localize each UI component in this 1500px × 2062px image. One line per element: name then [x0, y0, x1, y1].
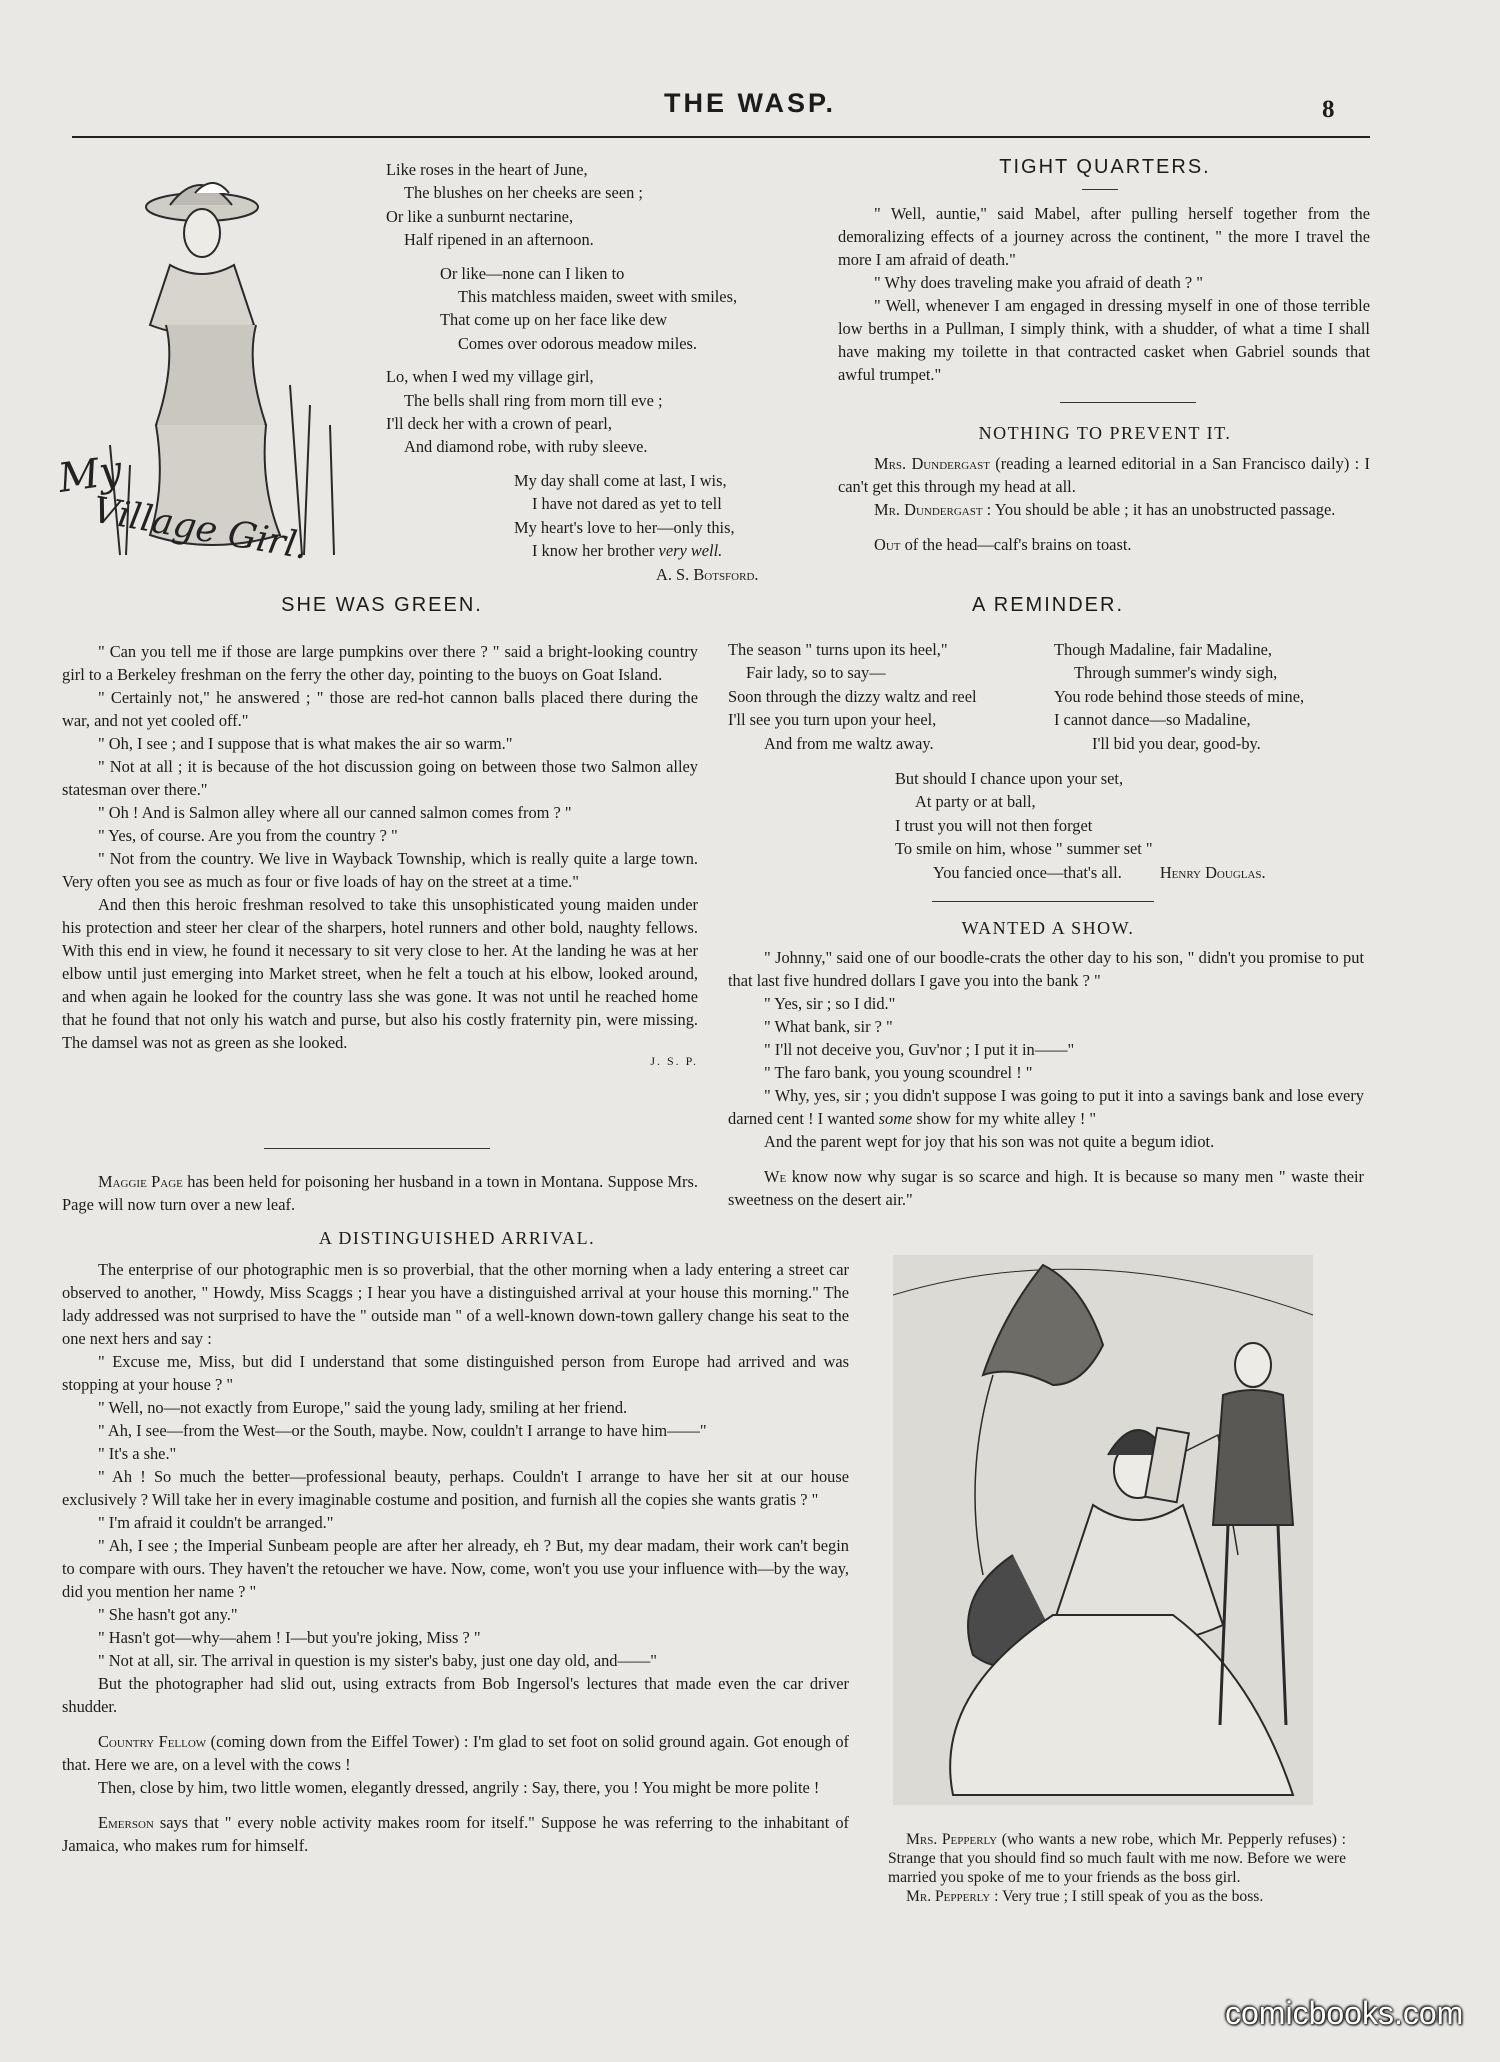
heading-nothing-to-prevent: NOTHING TO PREVENT IT.	[978, 423, 1232, 443]
heading-tight-quarters: TIGHT QUARTERS.	[999, 156, 1211, 178]
poem-line: The blushes on her cheeks are seen ;	[404, 183, 643, 203]
poem-line: Or like a sunburnt nectarine,	[386, 206, 574, 226]
speaker: Mr. Dundergast	[874, 500, 983, 519]
poem-line: The bells shall ring from morn till eve ;	[404, 390, 663, 410]
paragraph: Then, close by him, two little women, elegantly dressed, angrily : Say, there, you ! You might be more polite !	[98, 1778, 820, 1797]
paragraph: " Not from the country. We live in Wayback Township, which is really quite a large town. Very often you see as much as four or five loads of hay on the street at a time."	[62, 849, 698, 891]
village-girl-drawing	[55, 145, 370, 568]
poem-line: Though Madaline, fair Madaline,	[1054, 640, 1273, 659]
paragraph: " The faro bank, you young scoundrel ! "	[764, 1063, 1033, 1082]
heading-she-was-green: SHE WAS GREEN.	[281, 594, 483, 616]
poem-line: My heart's love to her—only this,	[514, 517, 735, 537]
paragraph: " Oh, I see ; and I suppose that is what makes the air so warm."	[98, 734, 513, 753]
article-wanted-a-show	[728, 946, 1364, 1211]
article-she-was-green	[62, 640, 698, 1073]
paragraph: " Ah ! So much the better—professional beauty, perhaps. Couldn't I arrange to have her sit at our house exclusively ? Will take her in every imaginable costume and position, and furnish all the copies she wants gratis ? "	[62, 1467, 849, 1509]
poem-line: This matchless maiden, sweet with smiles,	[458, 287, 738, 307]
item-maggie-page	[62, 1170, 698, 1216]
article-nothing-to-prevent	[838, 452, 1370, 556]
pepperly-caption	[888, 1830, 1346, 1906]
poem-line: Comes over odorous meadow miles.	[458, 333, 697, 353]
poem-line: I know her brother	[532, 541, 655, 561]
paragraph: " Ah, I see ; the Imperial Sunbeam people are after her already, eh ? But, my dear madam, their work can't begin to compare with ours. They haven't the retoucher we have. Now, come, won't you use your influence with—by the way, did you mention her name ? "	[62, 1536, 849, 1601]
paragraph: of the head—calf's brains on toast.	[900, 535, 1132, 554]
paragraph: " Not at all, sir. The arrival in question is my sister's baby, just one day old, and——"	[98, 1651, 657, 1670]
poem-line: I'll bid you dear, good-by.	[1092, 733, 1261, 753]
paragraph: " Why, yes, sir ; you didn't suppose I was going to put it into a savings bank and lose every darned cent ! I wanted	[728, 1086, 1364, 1128]
poem-author: A. S. Botsford.	[656, 564, 759, 584]
lead-word: We	[764, 1167, 787, 1186]
poem-line: Or like—none can I liken to	[440, 263, 625, 283]
lead-word: Out	[874, 535, 901, 554]
paragraph: " She hasn't got any."	[98, 1605, 238, 1624]
paragraph: " Certainly not," he answered ; " those are red-hot cannon balls placed there during the war, and not yet cooled off."	[62, 688, 698, 730]
paragraph: (coming down from the Eiffel Tower) : I'm glad to set foot on solid ground again. Got enough of that. Here we are, on a level with the cows !	[62, 1732, 849, 1774]
italic-word: some	[878, 1109, 913, 1128]
poem-line: I'll deck her with a crown of pearl,	[386, 414, 612, 434]
divider	[264, 1148, 490, 1149]
watermark: comicbooks.com	[1225, 1995, 1464, 2031]
paragraph: The enterprise of our photographic men is so proverbial, that the other morning when a lady entering a street car observed to another, " Howdy, Miss Scaggs ; I hear you have a distinguished arrival at your house this morning." The lady addressed was not surprised to have the " outside man " of a well-known down-town gallery change his seat to the one next hers and say :	[62, 1260, 849, 1348]
article-tight-quarters	[838, 202, 1370, 386]
paragraph: " I'm afraid it couldn't be arranged."	[98, 1513, 334, 1532]
divider	[1082, 189, 1118, 190]
poem-line: To smile on him, whose " summer set "	[895, 839, 1153, 859]
poem-line: And from me waltz away.	[764, 733, 934, 753]
paragraph: " I'll not deceive you, Guv'nor ; I put it in——"	[764, 1040, 1075, 1059]
paragraph: " It's a she."	[98, 1444, 177, 1463]
poem-line: Like roses in the heart of June,	[386, 160, 588, 179]
paragraph: " Johnny," said one of our boodle-crats the other day to his son, " didn't you promise to put that last five hundred dollars I gave you into the bank ? "	[728, 948, 1364, 990]
speaker: Mrs. Dundergast	[874, 454, 990, 473]
paragraph: show for my white alley ! "	[912, 1109, 1097, 1128]
paragraph: " Well, whenever I am engaged in dressing myself in one of those terrible low berths in a Pullman, I simply think, with a shudder, of what a time I shall have making my toilette in that contracted casket when Gabriel sounds that awful trumpet."	[838, 296, 1370, 384]
poem-line: The season " turns upon its heel,"	[728, 640, 948, 659]
poem-reminder-left	[728, 638, 1048, 755]
poem-line: Fair lady, so to say—	[746, 663, 886, 683]
poem-reminder-right	[1054, 638, 1374, 755]
paragraph: " Hasn't got—why—ahem ! I—but you're joking, Miss ? "	[98, 1628, 481, 1647]
svg-text:Village Girl.: Village Girl.	[89, 489, 312, 568]
village-girl-illustration	[55, 145, 370, 568]
poem-line: You fancied once—that's all.	[933, 862, 1122, 882]
paragraph: " Excuse me, Miss, but did I understand that some distinguished person from Europe had arrived and was stopping at your house ? "	[62, 1352, 849, 1394]
poem-author: Henry Douglas.	[1159, 862, 1266, 882]
divider	[1060, 402, 1196, 403]
poem-line: At party or at ball,	[915, 792, 1036, 812]
poem-line: I have not dared as yet to tell	[532, 494, 722, 514]
poem-line: Lo, when I wed my village girl,	[386, 367, 594, 387]
poem-line: That come up on her face like dew	[440, 310, 668, 330]
speaker: Mrs. Pepperly	[906, 1831, 998, 1848]
article-distinguished-arrival	[62, 1258, 849, 1857]
paragraph: : Very true ; I still speak of you as the boss.	[990, 1888, 1264, 1905]
pepperly-illustration	[893, 1255, 1313, 1805]
heading-distinguished-arrival: A DISTINGUISHED ARRIVAL.	[318, 1228, 596, 1248]
paragraph: " Can you tell me if those are large pumpkins over there ? " said a bright-looking country girl to a Berkeley freshman on the ferry the other day, pointing to the buoys on Goat Island.	[62, 642, 698, 684]
heading-a-reminder: A REMINDER.	[971, 594, 1125, 616]
poem-line: Half ripened in an afternoon.	[404, 230, 594, 250]
speaker: Mr. Pepperly	[906, 1888, 991, 1905]
paragraph: " What bank, sir ? "	[764, 1017, 893, 1036]
poem-line: Through summer's windy sigh,	[1074, 663, 1278, 683]
divider	[932, 901, 1154, 902]
paragraph: " Well, auntie," said Mabel, after pulling herself together from the demoralizing effects of a journey across the continent, " the more I travel the more I am afraid of death."	[838, 204, 1370, 269]
poem-village-girl	[386, 158, 816, 586]
paragraph: " Not at all ; it is because of the hot discussion going on between those two Salmon alley statesman over there."	[62, 757, 698, 799]
lead-word: Emerson	[98, 1813, 154, 1832]
masthead-rule	[72, 136, 1370, 138]
paragraph: " Well, no—not exactly from Europe," said the young lady, smiling at her friend.	[98, 1398, 628, 1417]
paragraph: " Yes, of course. Are you from the country ? "	[98, 826, 398, 845]
poem-line: My day shall come at last, I wis,	[514, 470, 727, 490]
page-number: 8	[1322, 96, 1335, 123]
poem-line: I cannot dance—so Madaline,	[1054, 710, 1251, 730]
paragraph: : You should be able ; it has an unobstructed passage.	[982, 500, 1336, 519]
poem-italic: very well.	[658, 541, 723, 561]
poem-line: And diamond robe, with ruby sleeve.	[404, 437, 648, 457]
paragraph: " Oh ! And is Salmon alley where all our canned salmon comes from ? "	[98, 803, 572, 822]
signature: J. S. P.	[650, 1054, 698, 1068]
paragraph: " Why does traveling make you afraid of death ? "	[874, 273, 1203, 292]
poem-line: Soon through the dizzy waltz and reel	[728, 686, 977, 706]
poem-line: But should I chance upon your set,	[895, 769, 1124, 788]
paragraph: know now why sugar is so scarce and high. It is because so many men " waste their sweetness on the desert air."	[728, 1167, 1364, 1209]
illustration-caption: My	[55, 447, 125, 502]
paragraph: says that " every noble activity makes room for itself." Suppose he was referring to the inhabitant of Jamaica, who makes rum for himself.	[62, 1813, 849, 1855]
masthead-title: THE WASP.	[663, 88, 837, 118]
lead-word: Maggie Page	[98, 1172, 183, 1191]
poem-line: I trust you will not then forget	[895, 815, 1093, 835]
heading-wanted-a-show: WANTED A SHOW.	[961, 918, 1135, 938]
paragraph: " Yes, sir ; so I did."	[764, 994, 896, 1013]
paragraph: (reading a learned editorial in a San Francisco daily) : I can't get this through my head at all.	[838, 454, 1370, 496]
paragraph: (who wants a new robe, which Mr. Pepperly refuses) : Strange that you should find so much fault with me now. Before we were married you spoke of me to your friends as the boss girl.	[888, 1831, 1346, 1886]
paragraph: And then this heroic freshman resolved to take this unsophisticated young maiden under his protection and steer her clear of the sharpers, hotel runners and other bold, naughty fellows. With this end in view, he found it necessary to sit very close to her. At the landing he was at her elbow until just emerging into Market street, when he felt a touch at his elbow, looked around, and when again he looked for the country lass she was gone. It was not until he reached home that he found that not only his watch and purse, but also his costly fraternity pin, were missing. The damsel was not as green as she looked.	[62, 895, 698, 1052]
pepperly-drawing	[893, 1255, 1313, 1805]
poem-reminder-final	[895, 767, 1375, 884]
paragraph: " Ah, I see—from the West—or the South, maybe. Now, couldn't I arrange to have him——"	[98, 1421, 707, 1440]
poem-line: I'll see you turn upon your heel,	[728, 710, 937, 730]
paragraph: But the photographer had slid out, using extracts from Bob Ingersol's lectures that made even the car driver shudder.	[62, 1674, 849, 1716]
paragraph: has been held for poisoning her husband in a town in Montana. Suppose Mrs. Page will now turn over a new leaf.	[62, 1172, 698, 1214]
paragraph: And the parent wept for joy that his son was not quite a begum idiot.	[764, 1132, 1215, 1151]
lead-word: Country Fellow	[98, 1732, 207, 1751]
poem-line: You rode behind those steeds of mine,	[1054, 686, 1305, 706]
